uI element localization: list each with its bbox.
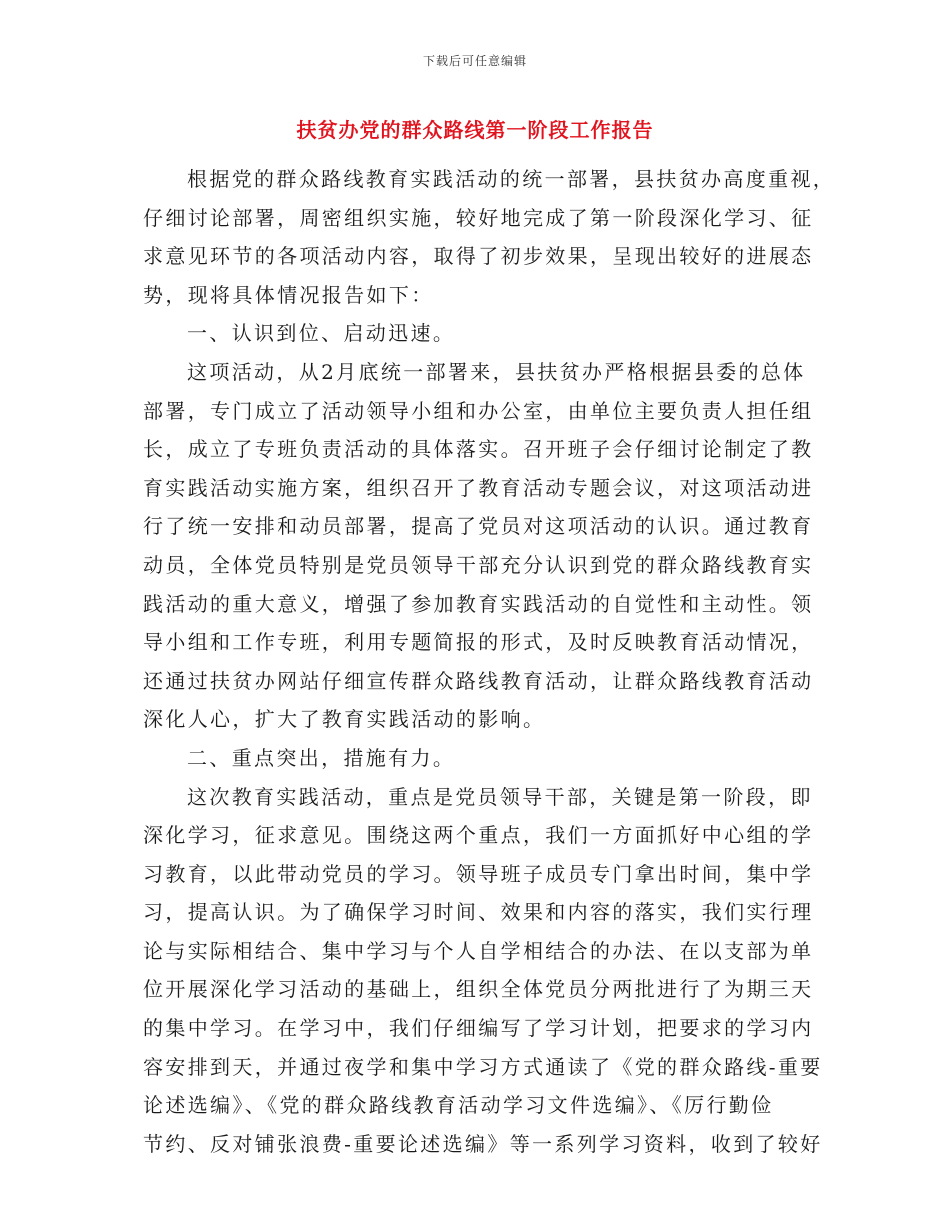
text-line: 节约、反对铺张浪费-重要论述选编》等一系列学习资料，收到了较好 [143, 1131, 823, 1156]
text-line: 论与实际相结合、集中学习与个人自学相结合的办法、在以支部为单 [143, 938, 814, 963]
text-line: 深化学习，征求意见。围绕这两个重点，我们一方面抓好中心组的学 [143, 823, 814, 848]
section-heading-1 [143, 314, 813, 353]
text-line: 习，提高认识。为了确保学习时间、效果和内容的落实，我们实行理 [143, 900, 814, 925]
paragraph-intro [143, 160, 836, 314]
text-line: 这项活动，从2月底统一部署来，县扶贫办严格根据县委的总体 [187, 359, 806, 384]
text-line: 深化人心，扩大了教育实践活动的影响。 [143, 707, 546, 732]
text-line: 这次教育实践活动，重点是党员领导干部，关键是第一阶段，即 [187, 784, 813, 809]
paragraph-section-2 [143, 778, 823, 1164]
text-line: 位开展深化学习活动的基础上，组织全体党员分两批进行了为期三天 [143, 977, 814, 1002]
text-line: 部署，专门成立了活动领导小组和办公室，由单位主要负责人担任组 [143, 398, 814, 423]
document-title: 扶贫办党的群众路线第一阶段工作报告 [296, 118, 654, 142]
text-line: 容安排到天，并通过夜学和集中学习方式通读了《党的群众路线-重要 [143, 1054, 823, 1079]
text-line: 的集中学习。在学习中，我们仔细编写了学习计划，把要求的学习内 [143, 1016, 814, 1041]
text-line: 践活动的重大意义，增强了参加教育实践活动的自觉性和主动性。领 [143, 591, 814, 616]
text-line: 还通过扶贫办网站仔细宣传群众路线教育活动，让群众路线教育活动 [143, 668, 814, 693]
text-line: 长，成立了专班负责活动的具体落实。召开班子会仔细讨论制定了教 [143, 437, 814, 462]
section-heading: 一、认识到位、启动迅速。 [187, 321, 456, 346]
text-line: 育实践活动实施方案，组织召开了教育活动专题会议，对这项活动进 [143, 475, 814, 500]
text-line: 习教育，以此带动党员的学习。领导班子成员专门拿出时间，集中学 [143, 861, 814, 886]
text-line: 论述选编》、《党的群众路线教育活动学习文件选编》、《厉行勤俭 [143, 1093, 774, 1118]
text-line: 导小组和工作专班，利用专题简报的形式，及时反映教育活动情况， [143, 630, 814, 655]
text-line: 动员，全体党员特别是党员领导干部充分认识到党的群众路线教育实 [143, 552, 814, 577]
text-line: 求意见环节的各项活动内容，取得了初步效果，呈现出较好的进展态 [143, 244, 814, 269]
document-body [143, 160, 836, 1163]
text-line: 行了统一安排和动员部署，提高了党员对这项活动的认识。通过教育 [143, 514, 814, 539]
text-line: 势，现将具体情况报告如下： [143, 282, 434, 307]
text-line: 仔细讨论部署，周密组织实施，较好地完成了第一阶段深化学习、征 [143, 205, 814, 230]
section-heading-2 [143, 739, 813, 778]
paragraph-section-1 [143, 353, 813, 739]
text-line: 根据党的群众路线教育实践活动的统一部署，县扶贫办高度重视， [187, 167, 836, 191]
header-note: 下载后可任意编辑 [422, 54, 527, 68]
section-heading: 二、重点突出，措施有力。 [187, 745, 456, 770]
